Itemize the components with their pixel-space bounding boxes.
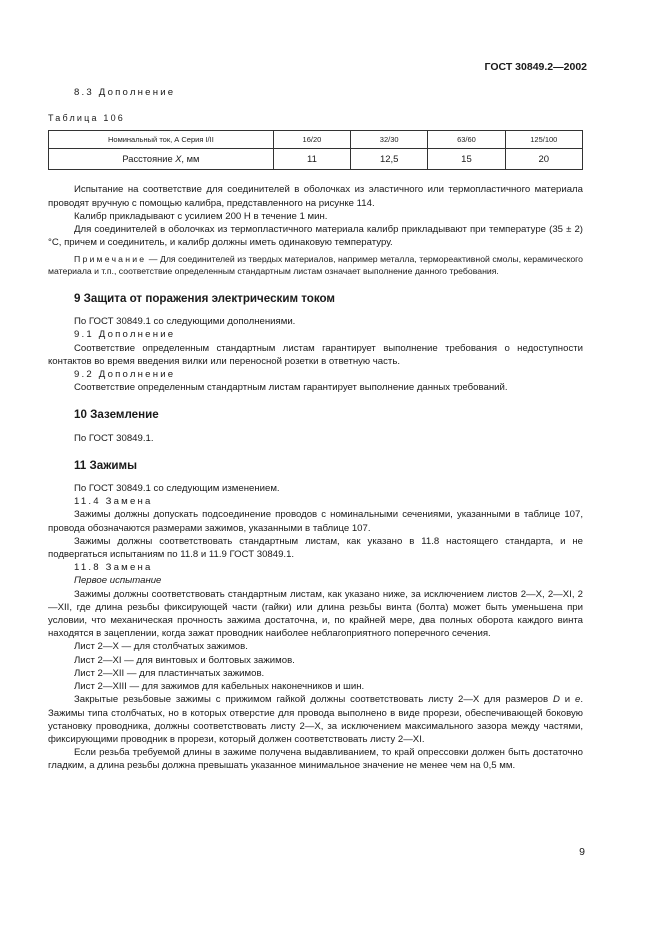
page-number: 9 xyxy=(579,846,585,858)
table-cell: 15 xyxy=(428,149,505,170)
paragraph: Соответствие определенным стандартным листам гарантирует выполнение требования о недоступности контактов во время введения вилки или переносной розетки в ответную часть. xyxy=(48,342,583,367)
table-cell-label xyxy=(49,149,274,170)
text-run: . Зажимы типа столбчатых, но в которых отверстие для провода выполнено в виде прорези, обеспечивающей боковую установку проводника, должны соответствовать листу 2—X, за исключением максимального зазора между частями, фиксирующими проводник в прорези, который должен соответствовать листу 2—XI. xyxy=(48,694,583,745)
paragraph: Соответствие определенным стандартным листам гарантирует выполнение данных требований. xyxy=(74,382,508,394)
paragraph: Испытание на соответствие для соединителей в оболочках из эластичного или термопластичного материала проводят вручную с помощью калибра, представленного на рисунке 114. xyxy=(48,184,583,209)
text-run: и xyxy=(559,694,575,706)
table-cell: 32/30 xyxy=(351,131,428,149)
label-unit: , мм xyxy=(181,153,200,164)
paragraph xyxy=(48,693,583,746)
table-cell: 12,5 xyxy=(351,149,428,170)
paragraph: Если резьба требуемой длины в зажиме получена выдавливанием, то край опрессовки должен быть достаточно гладким, а длина резьбы должна превышать указанное минимальное значение не менее чем на 0,5 мм. xyxy=(48,747,583,772)
table-106 xyxy=(48,130,583,170)
table-cell-label: Номинальный ток, А Серия I/II xyxy=(49,131,274,149)
paragraph: Для соединителей в оболочках из термопластичного материала калибр прикладывают при температуре (35 ± 2) °С, причем и соединитель, и калибр должны иметь одинаковую температуру. xyxy=(48,224,583,249)
section-11-8-title: 11.8 Замена xyxy=(74,562,153,574)
text-run: Закрытые резьбовые зажимы с прижимом гайкой должны соответствовать листу 2—X для размеров xyxy=(74,694,553,706)
paragraph: Зажимы должны допускать подсоединение проводов с номинальными сечениями, указанными в таблице 107, провода обозначаются размерами зажимов, указанными в таблице 107. xyxy=(48,509,583,534)
section-9-1-title: 9.1 Дополнение xyxy=(74,329,176,341)
note-label: Примечание xyxy=(74,254,147,265)
list-item: Лист 2—X — для столбчатых зажимов. xyxy=(74,641,248,653)
var-d: D xyxy=(552,694,560,706)
var-e: e xyxy=(574,694,581,706)
doc-code: ГОСТ 30849.2—2002 xyxy=(484,61,587,73)
table-cell: 11 xyxy=(273,149,350,170)
paragraph: По ГОСТ 30849.1 со следующим изменением. xyxy=(74,483,280,495)
list-item: Лист 2—XII — для пластинчатых зажимов. xyxy=(74,667,265,679)
table-cell: 125/100 xyxy=(505,131,582,149)
label-var: X xyxy=(175,153,182,164)
label-text: Расстояние xyxy=(122,153,176,164)
section-10-title: 10 Заземление xyxy=(74,408,159,422)
section-11-title: 11 Зажимы xyxy=(74,458,138,472)
paragraph: Зажимы должны соответствовать стандартным листам, как указано ниже, за исключением листов 2—X, 2—XI, 2—XII, где длина резьбы фиксирующей части (гайки) или длина резьбы винта (болта) может быть уменьшена при условии, что механическая прочность зажима достаточна, и, по крайней мере, два полных оборота каждого винта находятся в зацеплении, когда зажат проводник наиболее неблагоприятного поперечного сечения. xyxy=(48,588,583,640)
section-9-2-title: 9.2 Дополнение xyxy=(74,369,176,381)
paragraph: По ГОСТ 30849.1. xyxy=(74,432,154,444)
table-cell: 16/20 xyxy=(273,131,350,149)
section-8-3-title: 8.3 Дополнение xyxy=(74,87,176,98)
table-row xyxy=(49,149,583,170)
section-11-4-title: 11.4 Замена xyxy=(74,496,153,508)
table-cell: 20 xyxy=(505,149,582,170)
list-item: Лист 2—XIII — для зажимов для кабельных наконечников и шин. xyxy=(74,681,365,693)
subheading-first-test: Первое испытание xyxy=(74,575,162,587)
page-body xyxy=(48,86,583,773)
section-9-title: 9 Защита от поражения электрическим током xyxy=(74,292,336,306)
paragraph: Калибр прикладывают с усилием 200 Н в течение 1 мин. xyxy=(74,210,328,222)
paragraph: По ГОСТ 30849.1 со следующими дополнениями. xyxy=(74,316,296,328)
note xyxy=(48,254,583,278)
table-cell: 63/60 xyxy=(428,131,505,149)
list-item: Лист 2—XI — для винтовых и болтовых зажимов. xyxy=(74,654,295,666)
note-text: — Для соединителей из твердых материалов, например металла, термореактивной смолы, керамического материала и т.п., соответствие определенным стандартным листам означает выполнение данного требования. xyxy=(48,254,583,277)
table-caption: Таблица 106 xyxy=(48,113,126,124)
paragraph: Зажимы должны соответствовать стандартным листам, как указано в 11.8 настоящего стандарта, и не подвергаться испытаниям по 11.8 и 11.9 ГОСТ 30849.1. xyxy=(48,535,583,561)
table-row xyxy=(49,131,583,149)
